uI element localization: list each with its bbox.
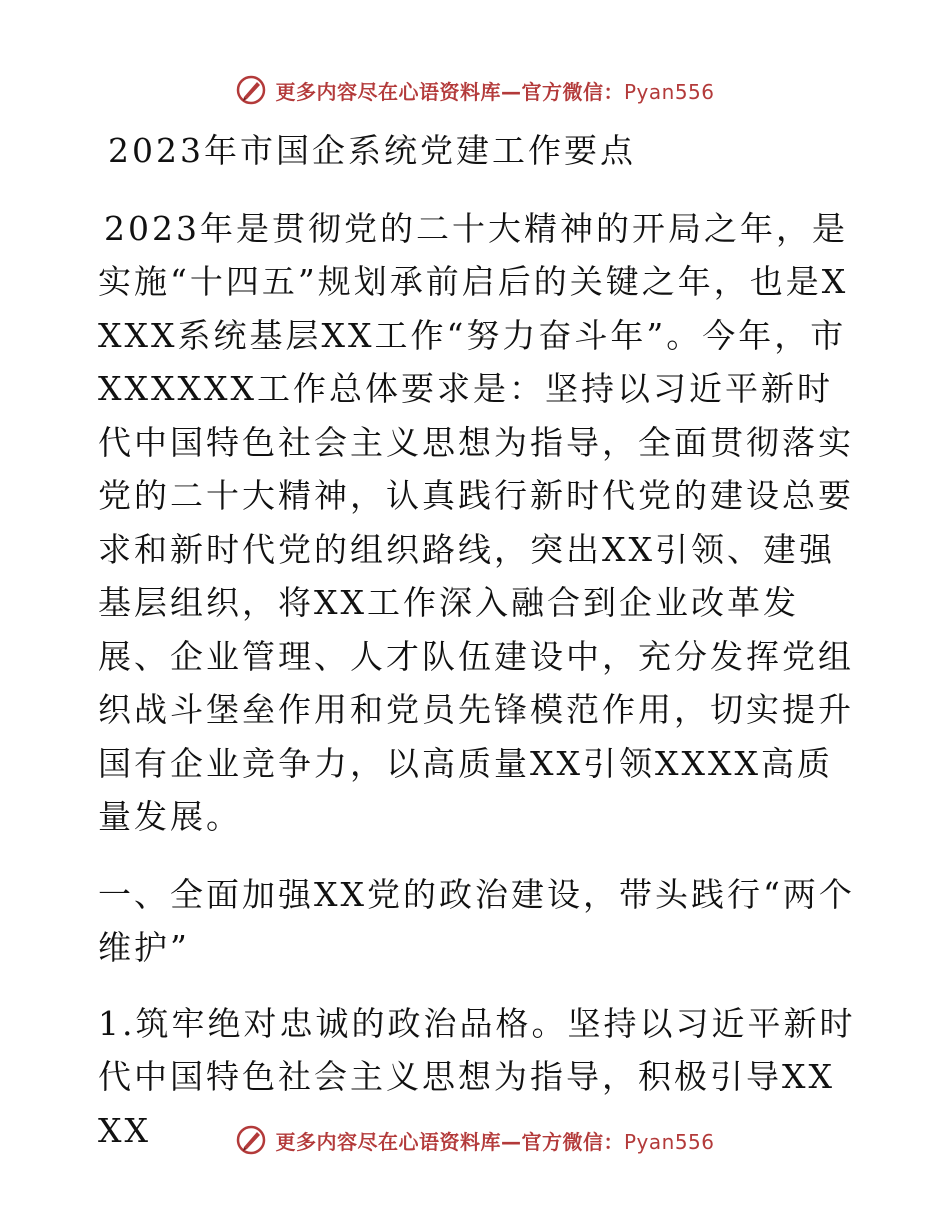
item-1-paragraph: 1.筑牢绝对忠诚的政治品格。坚持以习近平新时代中国特色社会主义思想为指导，积极引导XXXX	[98, 1003, 856, 1150]
section-1-heading: 一、全面加强XX党的政治建设，带头践行“两个维护”	[98, 874, 855, 967]
watermark-text	[275, 1126, 714, 1155]
watermark-label: 更多内容尽在心语资料库—官方微信：	[275, 79, 624, 104]
watermark-text	[275, 76, 714, 105]
watermark-label: 更多内容尽在心语资料库—官方微信：	[275, 1129, 624, 1154]
watermark-handle: Pyan556	[623, 1129, 715, 1154]
document-title: 2023年市国企系统党建工作要点	[108, 131, 636, 170]
document-body	[98, 120, 858, 1157]
watermark-footer	[0, 1120, 950, 1160]
watermark-handle: Pyan556	[623, 79, 715, 104]
pen-logo-icon	[235, 74, 267, 106]
watermark-header	[0, 70, 950, 110]
pen-logo-icon	[235, 1124, 267, 1156]
intro-paragraph: 2023年是贯彻党的二十大精神的开局之年，是实施“十四五”规划承前启后的关键之年，也是XXXX系统基层XX工作“努力奋斗年”。今年，市XXXXXX工作总体要求是：坚持以习近平新时代中国特色社会主义思想为指导，全面贯彻落实党的二十大精神，认真践行新时代党的建设总要求和新时代党的组织路线，突出XX引领、建强基层组织，将XX工作深入融合到企业改革发展、企业管理、人才队伍建设中，充分发挥党组织战斗堡垒作用和党员先锋模范作用，切实提升国有企业竞争力，以高质量XX引领XXXX高质量发展。	[98, 208, 854, 836]
